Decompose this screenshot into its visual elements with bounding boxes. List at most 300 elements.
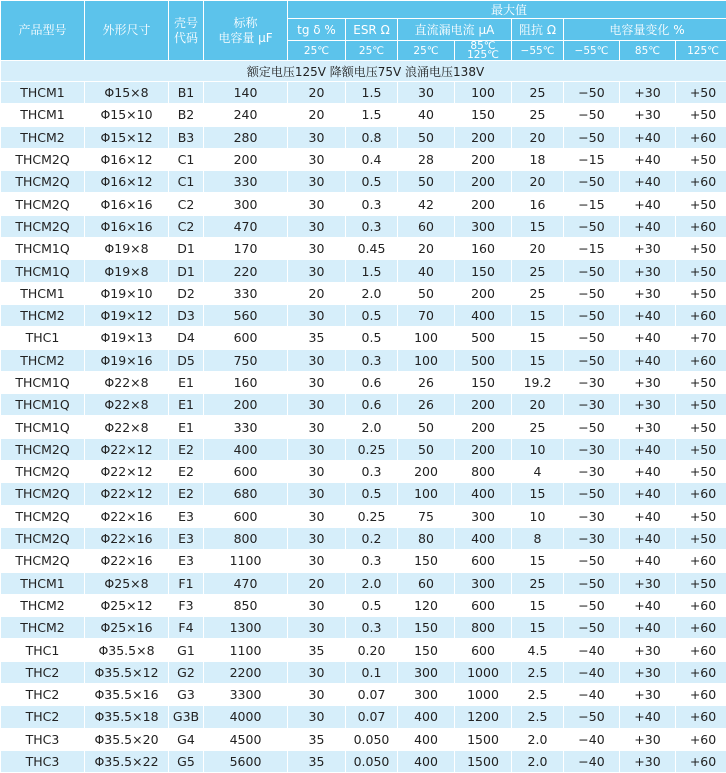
cell-size: Φ25×16 [85, 617, 169, 639]
table-header [1, 1, 726, 61]
table-row [1, 282, 726, 304]
cell-cap-change-minus55: −15 [564, 193, 620, 215]
table-row [1, 304, 726, 326]
cell-capacitance: 3300 [204, 684, 288, 706]
cell-model: THCM2Q [1, 171, 85, 193]
header-leakage-current: 直流漏电流 μA [398, 19, 512, 41]
cell-leak-25: 300 [398, 684, 455, 706]
cell-cap-change-minus55: −40 [564, 750, 620, 772]
cell-capacitance: 2200 [204, 661, 288, 683]
cell-leak-25: 40 [398, 104, 455, 126]
cell-tg-delta: 30 [288, 706, 346, 728]
cell-size: Φ19×10 [85, 282, 169, 304]
cell-tg-delta: 35 [288, 639, 346, 661]
cell-tg-delta: 30 [288, 684, 346, 706]
cell-esr: 0.45 [346, 238, 398, 260]
cell-capacitance: 470 [204, 572, 288, 594]
cell-cap-change-85: +40 [620, 617, 676, 639]
cell-impedance: 2.0 [512, 728, 564, 750]
header-capacitance-line1: 标称 [233, 16, 257, 30]
cell-tg-delta: 30 [288, 661, 346, 683]
cell-size: Φ22×16 [85, 527, 169, 549]
cell-case-code: G3B [169, 706, 204, 728]
cell-tg-delta: 35 [288, 750, 346, 772]
cell-model: THCM2 [1, 594, 85, 616]
cell-tg-delta: 20 [288, 82, 346, 104]
cell-esr: 1.5 [346, 82, 398, 104]
cell-leak-25: 50 [398, 282, 455, 304]
cell-model: THCM2Q [1, 193, 85, 215]
cell-impedance: 25 [512, 416, 564, 438]
cell-tg-delta: 20 [288, 282, 346, 304]
cell-cap-change-85: +30 [620, 282, 676, 304]
cell-size: Φ16×16 [85, 215, 169, 237]
cell-case-code: F4 [169, 617, 204, 639]
cell-tg-delta: 30 [288, 394, 346, 416]
cell-size: Φ19×16 [85, 349, 169, 371]
cell-model: THCM2 [1, 126, 85, 148]
cell-impedance: 20 [512, 238, 564, 260]
cell-capacitance: 600 [204, 505, 288, 527]
cell-cap-change-85: +40 [620, 461, 676, 483]
table-row [1, 483, 726, 505]
cell-model: THCM2 [1, 304, 85, 326]
cell-capacitance: 1100 [204, 550, 288, 572]
cell-esr: 0.5 [346, 304, 398, 326]
cell-case-code: D2 [169, 282, 204, 304]
cell-size: Φ22×16 [85, 550, 169, 572]
table-row [1, 171, 726, 193]
cell-cap-change-85: +30 [620, 371, 676, 393]
cell-cap-change-85: +40 [620, 505, 676, 527]
cell-model: THCM2Q [1, 550, 85, 572]
cell-cap-change-125: +50 [676, 416, 726, 438]
cell-impedance: 2.5 [512, 684, 564, 706]
cell-esr: 0.5 [346, 594, 398, 616]
cell-leak-25: 120 [398, 594, 455, 616]
cell-model: THCM2Q [1, 215, 85, 237]
cell-leak-85-125: 300 [455, 572, 512, 594]
cell-capacitance: 240 [204, 104, 288, 126]
cell-leak-85-125: 100 [455, 82, 512, 104]
cell-esr: 0.050 [346, 750, 398, 772]
table-body [1, 61, 726, 773]
cell-case-code: C2 [169, 215, 204, 237]
cell-leak-85-125: 150 [455, 260, 512, 282]
cell-cap-change-125: +60 [676, 550, 726, 572]
cell-cap-change-minus55: −50 [564, 349, 620, 371]
cell-leak-85-125: 400 [455, 527, 512, 549]
cell-cap-change-85: +40 [620, 171, 676, 193]
cell-tg-delta: 30 [288, 617, 346, 639]
cell-model: THC1 [1, 327, 85, 349]
table-row [1, 661, 726, 683]
table-row [1, 461, 726, 483]
cell-cap-change-125: +50 [676, 505, 726, 527]
cell-model: THCM2Q [1, 148, 85, 170]
table-row [1, 416, 726, 438]
temp-leak-85-125 [455, 41, 512, 61]
cell-model: THCM2Q [1, 527, 85, 549]
cell-cap-change-125: +60 [676, 661, 726, 683]
cell-cap-change-85: +40 [620, 349, 676, 371]
cell-cap-change-85: +30 [620, 572, 676, 594]
cell-impedance: 2.5 [512, 706, 564, 728]
cell-case-code: F1 [169, 572, 204, 594]
cell-case-code: G1 [169, 639, 204, 661]
cell-model: THC3 [1, 750, 85, 772]
cell-capacitance: 220 [204, 260, 288, 282]
cell-capacitance: 850 [204, 594, 288, 616]
cell-cap-change-85: +40 [620, 215, 676, 237]
cell-tg-delta: 30 [288, 371, 346, 393]
cell-cap-change-125: +60 [676, 594, 726, 616]
cell-cap-change-85: +40 [620, 706, 676, 728]
cell-impedance: 15 [512, 617, 564, 639]
cell-leak-85-125: 400 [455, 483, 512, 505]
cell-leak-25: 400 [398, 750, 455, 772]
cell-case-code: D1 [169, 238, 204, 260]
cell-capacitance: 600 [204, 461, 288, 483]
cell-esr: 0.1 [346, 661, 398, 683]
cell-tg-delta: 30 [288, 193, 346, 215]
cell-model: THCM1 [1, 82, 85, 104]
cell-cap-change-minus55: −30 [564, 394, 620, 416]
cell-cap-change-125: +50 [676, 282, 726, 304]
cell-capacitance: 4500 [204, 728, 288, 750]
cell-capacitance: 140 [204, 82, 288, 104]
temp-cap-minus55: −55℃ [564, 41, 620, 61]
table-row [1, 148, 726, 170]
cell-size: Φ22×8 [85, 394, 169, 416]
cell-impedance: 25 [512, 260, 564, 282]
table-row [1, 750, 726, 772]
cell-leak-85-125: 200 [455, 171, 512, 193]
cell-leak-85-125: 1200 [455, 706, 512, 728]
cell-tg-delta: 30 [288, 260, 346, 282]
cell-model: THC1 [1, 639, 85, 661]
table-row [1, 126, 726, 148]
cell-esr: 0.3 [346, 550, 398, 572]
header-tg-delta: tg δ % [288, 19, 346, 41]
table-row [1, 527, 726, 549]
table-row [1, 639, 726, 661]
cell-leak-85-125: 500 [455, 349, 512, 371]
table-row [1, 260, 726, 282]
cell-cap-change-85: +30 [620, 728, 676, 750]
cell-tg-delta: 30 [288, 550, 346, 572]
cell-tg-delta: 30 [288, 505, 346, 527]
cell-case-code: C1 [169, 171, 204, 193]
cell-size: Φ22×8 [85, 416, 169, 438]
cell-case-code: C1 [169, 148, 204, 170]
cell-case-code: B3 [169, 126, 204, 148]
cell-esr: 1.5 [346, 104, 398, 126]
cell-model: THCM1 [1, 572, 85, 594]
cell-model: THC3 [1, 728, 85, 750]
cell-cap-change-125: +60 [676, 349, 726, 371]
cell-capacitance: 5600 [204, 750, 288, 772]
cell-case-code: G4 [169, 728, 204, 750]
header-case-code [169, 1, 204, 61]
cell-case-code: C2 [169, 193, 204, 215]
cell-model: THCM2 [1, 349, 85, 371]
table-row [1, 238, 726, 260]
cell-cap-change-85: +30 [620, 82, 676, 104]
cell-impedance: 16 [512, 193, 564, 215]
cell-cap-change-85: +40 [620, 594, 676, 616]
cell-leak-85-125: 600 [455, 594, 512, 616]
cell-size: Φ19×8 [85, 238, 169, 260]
cell-cap-change-85: +40 [620, 327, 676, 349]
cell-leak-25: 50 [398, 438, 455, 460]
cell-cap-change-minus55: −40 [564, 661, 620, 683]
cell-cap-change-85: +40 [620, 148, 676, 170]
header-max-values: 最大值 [288, 1, 726, 19]
cell-tg-delta: 30 [288, 148, 346, 170]
cell-tg-delta: 30 [288, 215, 346, 237]
cell-model: THCM1Q [1, 394, 85, 416]
cell-size: Φ25×8 [85, 572, 169, 594]
cell-case-code: D1 [169, 260, 204, 282]
cell-model: THCM1 [1, 282, 85, 304]
cell-size: Φ16×12 [85, 171, 169, 193]
cell-cap-change-minus55: −30 [564, 527, 620, 549]
table-row [1, 349, 726, 371]
cell-impedance: 25 [512, 282, 564, 304]
cell-model: THCM2 [1, 617, 85, 639]
cell-model: THCM2Q [1, 461, 85, 483]
cell-esr: 0.3 [346, 349, 398, 371]
cell-tg-delta: 30 [288, 416, 346, 438]
cell-tg-delta: 30 [288, 238, 346, 260]
cell-leak-25: 100 [398, 483, 455, 505]
cell-capacitance: 330 [204, 171, 288, 193]
cell-leak-85-125: 200 [455, 282, 512, 304]
cell-impedance: 8 [512, 527, 564, 549]
cell-cap-change-125: +60 [676, 215, 726, 237]
cell-cap-change-125: +50 [676, 148, 726, 170]
cell-case-code: E1 [169, 371, 204, 393]
cell-leak-85-125: 300 [455, 505, 512, 527]
cell-esr: 0.07 [346, 706, 398, 728]
cell-leak-85-125: 200 [455, 148, 512, 170]
cell-impedance: 4 [512, 461, 564, 483]
cell-leak-25: 400 [398, 706, 455, 728]
cell-leak-85-125: 1500 [455, 750, 512, 772]
cell-size: Φ22×12 [85, 483, 169, 505]
cell-cap-change-minus55: −30 [564, 438, 620, 460]
table-row [1, 684, 726, 706]
header-case-code-line1: 壳号 [174, 16, 198, 30]
cell-impedance: 15 [512, 327, 564, 349]
cell-cap-change-minus55: −50 [564, 260, 620, 282]
header-capacitance-line2: 电容量 μF [218, 31, 272, 45]
cell-esr: 2.0 [346, 282, 398, 304]
cell-model: THCM1Q [1, 260, 85, 282]
cell-leak-85-125: 600 [455, 550, 512, 572]
cell-esr: 2.0 [346, 572, 398, 594]
cell-model: THCM1Q [1, 238, 85, 260]
cell-impedance: 2.0 [512, 750, 564, 772]
cell-case-code: F3 [169, 594, 204, 616]
cell-esr: 0.4 [346, 148, 398, 170]
cell-size: Φ19×12 [85, 304, 169, 326]
cell-cap-change-125: +60 [676, 617, 726, 639]
cell-cap-change-minus55: −50 [564, 594, 620, 616]
cell-size: Φ19×13 [85, 327, 169, 349]
cell-esr: 0.6 [346, 394, 398, 416]
cell-tg-delta: 30 [288, 304, 346, 326]
cell-case-code: D5 [169, 349, 204, 371]
cell-size: Φ22×16 [85, 505, 169, 527]
cell-cap-change-125: +60 [676, 728, 726, 750]
cell-model: THCM2Q [1, 505, 85, 527]
cell-case-code: D4 [169, 327, 204, 349]
cell-cap-change-85: +40 [620, 483, 676, 505]
cell-leak-25: 26 [398, 394, 455, 416]
cell-case-code: E2 [169, 438, 204, 460]
header-case-code-line2: 代码 [174, 31, 198, 45]
cell-cap-change-85: +30 [620, 416, 676, 438]
table-row [1, 550, 726, 572]
cell-leak-25: 60 [398, 572, 455, 594]
cell-model: THC2 [1, 706, 85, 728]
temp-tg: 25℃ [288, 41, 346, 61]
cell-case-code: B2 [169, 104, 204, 126]
table-row [1, 594, 726, 616]
cell-impedance: 15 [512, 349, 564, 371]
cell-leak-25: 150 [398, 639, 455, 661]
cell-cap-change-85: +40 [620, 304, 676, 326]
cell-case-code: E2 [169, 483, 204, 505]
cell-esr: 0.25 [346, 505, 398, 527]
cell-tg-delta: 20 [288, 572, 346, 594]
cell-tg-delta: 30 [288, 171, 346, 193]
cell-esr: 1.5 [346, 260, 398, 282]
cell-size: Φ22×12 [85, 438, 169, 460]
cell-capacitance: 4000 [204, 706, 288, 728]
cell-cap-change-85: +40 [620, 550, 676, 572]
cell-impedance: 20 [512, 394, 564, 416]
cell-capacitance: 280 [204, 126, 288, 148]
cell-cap-change-125: +60 [676, 684, 726, 706]
cell-leak-25: 100 [398, 327, 455, 349]
cell-cap-change-minus55: −40 [564, 684, 620, 706]
cell-case-code: E2 [169, 461, 204, 483]
table-row [1, 572, 726, 594]
cell-leak-25: 150 [398, 617, 455, 639]
cell-leak-85-125: 200 [455, 126, 512, 148]
cell-cap-change-125: +50 [676, 104, 726, 126]
cell-capacitance: 600 [204, 327, 288, 349]
cell-impedance: 15 [512, 594, 564, 616]
cell-case-code: G3 [169, 684, 204, 706]
cell-impedance: 15 [512, 483, 564, 505]
header-model: 产品型号 [1, 1, 85, 61]
cell-cap-change-85: +30 [620, 661, 676, 683]
cell-esr: 0.3 [346, 215, 398, 237]
cell-cap-change-minus55: −50 [564, 282, 620, 304]
cell-cap-change-minus55: −50 [564, 304, 620, 326]
cell-leak-85-125: 800 [455, 617, 512, 639]
cell-leak-85-125: 200 [455, 438, 512, 460]
cell-cap-change-125: +50 [676, 82, 726, 104]
cell-capacitance: 1300 [204, 617, 288, 639]
cell-leak-85-125: 600 [455, 639, 512, 661]
cell-capacitance: 300 [204, 193, 288, 215]
cell-leak-25: 80 [398, 527, 455, 549]
header-capacitance [204, 1, 288, 61]
cell-cap-change-minus55: −50 [564, 215, 620, 237]
cell-leak-25: 50 [398, 126, 455, 148]
cell-cap-change-minus55: −50 [564, 617, 620, 639]
cell-leak-25: 26 [398, 371, 455, 393]
cell-case-code: E3 [169, 505, 204, 527]
cell-impedance: 25 [512, 104, 564, 126]
cell-model: THC2 [1, 661, 85, 683]
table-row [1, 327, 726, 349]
table-row [1, 394, 726, 416]
cell-cap-change-minus55: −50 [564, 483, 620, 505]
cell-capacitance: 750 [204, 349, 288, 371]
cell-impedance: 25 [512, 572, 564, 594]
cell-tg-delta: 30 [288, 594, 346, 616]
cell-cap-change-125: +60 [676, 126, 726, 148]
table-row [1, 104, 726, 126]
cell-cap-change-minus55: −50 [564, 706, 620, 728]
voltage-note: 额定电压125V 降额电压75V 浪涌电压138V [1, 61, 726, 82]
cell-case-code: E1 [169, 416, 204, 438]
cell-leak-25: 60 [398, 215, 455, 237]
cell-tg-delta: 35 [288, 327, 346, 349]
header-capacitance-change: 电容量变化 % [564, 19, 726, 41]
cell-cap-change-minus55: −30 [564, 505, 620, 527]
cell-model: THCM2Q [1, 483, 85, 505]
cell-size: Φ35.5×22 [85, 750, 169, 772]
cell-capacitance: 160 [204, 371, 288, 393]
header-esr: ESR Ω [346, 19, 398, 41]
table-row [1, 193, 726, 215]
cell-leak-25: 100 [398, 349, 455, 371]
cell-size: Φ15×10 [85, 104, 169, 126]
cell-impedance: 10 [512, 438, 564, 460]
cell-impedance: 20 [512, 126, 564, 148]
cell-cap-change-125: +50 [676, 572, 726, 594]
table-row [1, 728, 726, 750]
cell-leak-25: 42 [398, 193, 455, 215]
table-row [1, 82, 726, 104]
cell-model: THCM1Q [1, 416, 85, 438]
cell-impedance: 25 [512, 82, 564, 104]
cell-esr: 0.5 [346, 171, 398, 193]
cell-cap-change-125: +50 [676, 260, 726, 282]
cell-esr: 0.050 [346, 728, 398, 750]
cell-model: THCM1Q [1, 371, 85, 393]
cell-leak-25: 70 [398, 304, 455, 326]
cell-tg-delta: 30 [288, 126, 346, 148]
cell-case-code: D3 [169, 304, 204, 326]
table-row [1, 617, 726, 639]
cell-capacitance: 170 [204, 238, 288, 260]
cell-size: Φ15×8 [85, 82, 169, 104]
cell-cap-change-minus55: −15 [564, 238, 620, 260]
cell-capacitance: 680 [204, 483, 288, 505]
cell-cap-change-minus55: −30 [564, 461, 620, 483]
table-row [1, 215, 726, 237]
cell-cap-change-minus55: −50 [564, 572, 620, 594]
table-row [1, 505, 726, 527]
